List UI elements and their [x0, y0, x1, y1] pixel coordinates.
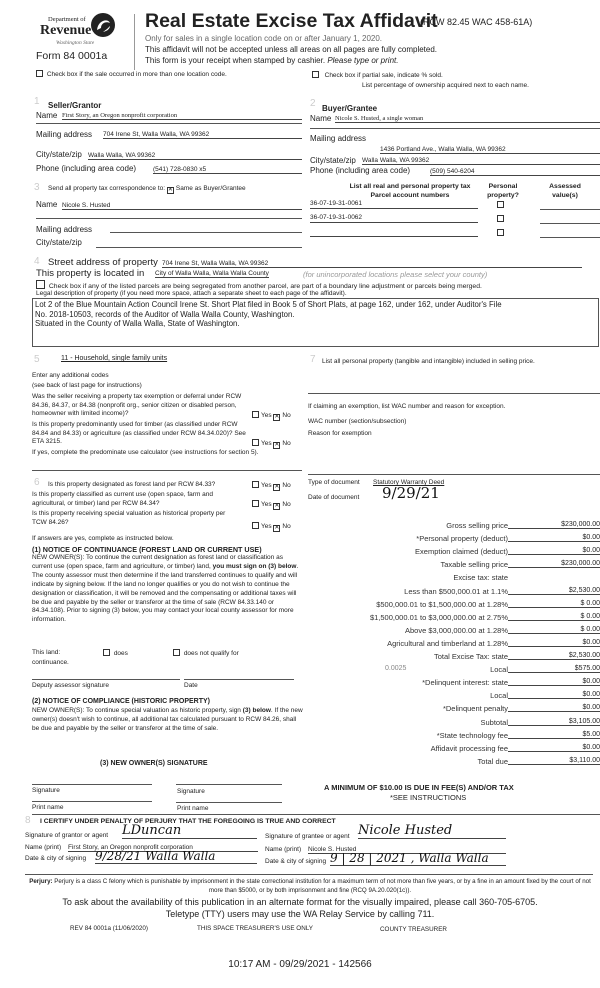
partial-sale-label: Check box if partial sale, indicate % sold.	[324, 72, 443, 79]
tax-row-label: Local	[490, 665, 508, 675]
tax-row-label: $500,000.01 to $1,500,000.00 at 1.28%	[376, 599, 508, 609]
print-name-label: Print name	[177, 805, 209, 812]
q-forest-answer[interactable]	[252, 481, 291, 491]
alt-format-notice: To ask about the availability of this publication in an alternate format for the visually impaired, please call 360-705-6705.	[62, 897, 538, 907]
grantor-sig-label: Signature of grantor or agent	[25, 832, 109, 839]
type-or-print-note: Please type or print.	[327, 56, 399, 65]
grantee-name-field[interactable]: Nicole S. Husted	[308, 846, 506, 854]
corr-city-field[interactable]	[96, 247, 302, 248]
notice-continuance-text	[32, 554, 304, 625]
this-land-label: This land:	[32, 649, 61, 656]
wac-number-label: WAC number (section/subsection)	[308, 418, 407, 425]
personal-header-1: Personal	[488, 183, 518, 190]
assessed-header-1: Assessed	[549, 183, 581, 190]
same-as-buyer-label: Same as Buyer/Grantee	[175, 185, 246, 192]
seller-name-field[interactable]: First Story, an Oregon nonprofit corporation	[62, 112, 302, 120]
yes-label: Yes	[261, 482, 272, 489]
revenue-logo-icon	[90, 12, 116, 38]
partial-sale-check[interactable]	[312, 71, 443, 79]
additional-codes-hint: (see back of last page for instructions)	[32, 382, 142, 389]
tax-row-label: Subtotal	[480, 717, 508, 727]
divider	[25, 874, 593, 875]
tty-notice: Teletype (TTY) users may use the WA Relay Service by calling 711.	[165, 909, 435, 919]
parcel-header-2: Parcel account numbers	[370, 192, 450, 199]
notice-text: . If the new owner(s) doesn't wish to continue, all additional tax calculated pursuant to RCW 84.26, shall be due and payable by the seller or transferor at the time of sale.	[32, 707, 303, 732]
deputy-signature-label: Deputy assessor signature	[32, 682, 109, 689]
section-number: 4	[34, 256, 40, 267]
does-not-label: does not qualify for	[183, 650, 239, 657]
tax-row-label: Above $3,000,000.00 at 1.28%	[404, 625, 508, 635]
doc-type-label: Type of document	[308, 479, 360, 486]
q-current-use: Is this property classified as current use (open space, farm and agricultural, or timber) land per RCW 84.34?	[32, 491, 214, 507]
no-checkbox[interactable]: ✕	[274, 484, 280, 490]
tax-row-label: Local	[490, 691, 508, 701]
tax-row-label: Excise tax: state	[453, 573, 508, 583]
header-divider	[134, 14, 135, 70]
see-instructions: *SEE INSTRUCTIONS	[390, 793, 467, 802]
notice-continuance-title: (1) NOTICE OF CONTINUANCE (FOREST LAND OR CURRENT USE)	[32, 545, 262, 554]
same-as-buyer-checkbox[interactable]: ✕	[167, 187, 173, 193]
signature-label: Signature	[177, 788, 205, 795]
section-number: 7	[310, 354, 316, 365]
additional-codes-label: Enter any additional codes	[32, 372, 109, 379]
yes-label: Yes	[261, 440, 272, 447]
divider	[308, 474, 600, 475]
minimum-notice: A MINIMUM OF $10.00 IS DUE IN FEE(S) AND/OR TAX	[324, 783, 514, 792]
notice-bold: (3) below	[242, 707, 271, 714]
yes-checkbox[interactable]	[252, 522, 259, 529]
corr-mailing-label: Mailing address	[36, 225, 93, 234]
county-treasurer: COUNTY TREASURER	[380, 926, 447, 933]
q-timber-answer[interactable]	[252, 439, 291, 449]
seller-name-label: Name	[36, 111, 58, 120]
tax-row-label: *State technology fee	[436, 730, 508, 740]
tax-row-value[interactable]: $5.00	[508, 731, 600, 739]
date-field[interactable]	[184, 679, 294, 680]
q-forest: Is this property designated as forest land per RCW 84.33?	[48, 481, 216, 488]
grantor-date-field[interactable]: 9/28/21 Walla Walla	[95, 849, 257, 864]
subtitle-2: This affidavit will not be accepted unless all areas on all pages are fully completed.	[145, 45, 438, 54]
predominate-use-note: If yes, complete the predominate use calculator (see instructions for section 5).	[32, 449, 259, 456]
tax-row-label: Exemption claimed (deduct)	[415, 547, 508, 557]
tax-row-value[interactable]: $ 0.00	[508, 613, 600, 621]
grantor-name-label: Name (print)	[25, 844, 62, 851]
tax-row-value[interactable]: $2,530.00	[508, 652, 600, 660]
logo-dept: Department of	[48, 16, 86, 23]
grantee-sig-label: Signature of grantee or agent	[265, 833, 350, 840]
divider	[32, 814, 600, 815]
parcel-number-field[interactable]	[310, 228, 478, 237]
q-historical: Is this property receiving special valuation as historical property per TCW 84.26?	[32, 510, 226, 526]
divider	[32, 470, 302, 471]
perjury-bold: Perjury:	[29, 878, 53, 885]
buyer-phone-field[interactable]: (509) 540-6204	[430, 168, 600, 176]
tax-row-value[interactable]: $0.00	[508, 547, 600, 555]
correspondence-label: Send all property tax correspondence to:	[48, 185, 166, 192]
grantee-name-label: Name (print)	[265, 846, 302, 853]
personal-property-checkbox[interactable]	[497, 201, 504, 208]
seller-heading: Seller/Grantor	[48, 101, 102, 110]
tax-row-value[interactable]: $230,000.00	[508, 521, 600, 529]
tax-row-label: Affidavit processing fee	[430, 743, 508, 753]
no-label: No	[282, 440, 291, 447]
assessed-value-field[interactable]	[540, 209, 600, 210]
tax-row-label: Agricultural and timberland at 1.28%	[387, 638, 508, 648]
q-timber: Is this property predominantly used for timber (as classified under RCW 84.84 and 84.33) or agriculture (as classified under RCW 84.34.020)? See ETA 3215.	[32, 421, 246, 446]
checkbox[interactable]	[312, 71, 319, 78]
does-check[interactable]	[103, 649, 128, 657]
yes-checkbox[interactable]	[252, 411, 259, 418]
grantee-signature[interactable]: Nicole Husted	[358, 823, 506, 839]
personal-property-label: List all personal property (tangible and intangible) included in selling price.	[322, 358, 535, 365]
tax-row-value[interactable]: $0.00	[508, 691, 600, 699]
signature-label: Signature	[32, 787, 60, 794]
street-label: Street address of property	[48, 257, 158, 268]
doc-date-field[interactable]: 9/29/21	[382, 484, 440, 502]
tax-row-label: Less than $500,000.01 at 1.1%	[404, 586, 508, 596]
notice-text: NEW OWNER(S): To continue the current designation as forest land or classification as current use (open space, farm and agriculture, or timber) land,	[32, 554, 283, 570]
buyer-mailing-field[interactable]: 1436 Portland Ave., Walla Walla, WA 99362	[380, 146, 600, 154]
local-rate: 0.0025	[385, 665, 407, 673]
does-label: does	[113, 650, 128, 657]
section-number: 5	[34, 354, 40, 365]
q-current-use-answer[interactable]	[252, 500, 291, 510]
checkbox[interactable]	[36, 70, 43, 77]
title-reference: (RCW 82.45 WAC 458-61A)	[420, 17, 533, 27]
seller-mailing-label: Mailing address	[36, 130, 93, 139]
segregated-label: Check box if any of the listed parcels are being segregated from another parcel, are part of a boundary line adjustment or parcels being merged.	[48, 283, 482, 290]
legal-label: Legal description of property (if you need more space, attach a separate sheet to each page of the affidavit).	[36, 290, 347, 297]
section-number: 1	[34, 96, 40, 107]
tax-row-value[interactable]: $0.00	[508, 744, 600, 752]
receipt-note: This form is your receipt when stamped by cashier.	[145, 56, 326, 65]
section-number: 2	[310, 98, 316, 109]
checkbox[interactable]	[36, 280, 45, 289]
section-number: 6	[34, 477, 40, 488]
claiming-exemption-label: If claiming an exemption, list WAC number and reason for exception.	[308, 403, 506, 410]
checkbox[interactable]	[103, 649, 110, 656]
section-number: 3	[34, 182, 40, 193]
yes-checkbox[interactable]	[252, 481, 259, 488]
doc-type-field[interactable]: Statutory Warranty Deed	[373, 479, 445, 486]
certify-title: I CERTIFY UNDER PENALTY OF PERJURY THAT THE FOREGOING IS TRUE AND CORRECT	[40, 818, 336, 825]
seller-phone-field[interactable]: (541) 728-0830 x5	[153, 166, 302, 174]
located-label: This property is located in	[36, 268, 145, 279]
no-checkbox[interactable]: ✕	[274, 525, 280, 531]
corr-name-label: Name	[36, 200, 58, 209]
print-name-field[interactable]	[176, 802, 282, 803]
divider	[36, 123, 302, 124]
logo-name: Revenue	[40, 23, 92, 38]
answers-note: If answers are yes, complete as instructed below.	[32, 535, 174, 542]
yes-checkbox[interactable]	[252, 500, 259, 507]
no-label: No	[282, 501, 291, 508]
tax-row-value[interactable]: $ 0.00	[508, 626, 600, 634]
tax-row-value[interactable]: $2,530.00	[508, 587, 600, 595]
seller-city-field[interactable]: Walla Walla, WA 99362	[88, 152, 302, 160]
subtitle-1: Only for sales in a single location code on or after January 1, 2020.	[145, 34, 383, 43]
tax-row-value[interactable]: $575.00	[508, 665, 600, 673]
tax-row-value[interactable]: $3,105.00	[508, 718, 600, 726]
continuance-label: continuance.	[32, 659, 69, 666]
page-title: Real Estate Excise Tax Affidavit	[145, 10, 438, 32]
grantee-date-label: Date & city of signing	[265, 858, 327, 865]
personal-header	[478, 182, 528, 200]
yes-label: Yes	[261, 501, 272, 508]
reason-label: Reason for exemption	[308, 430, 372, 437]
tax-row-value[interactable]: $0.00	[508, 534, 600, 542]
multi-location-check[interactable]	[36, 70, 227, 78]
q-exemption: Was the seller receiving a property tax exemption or deferral under RCW 84.36, 84.37, or 84.38 (nonprofit org., senior citizen or disabled person, homeowner with limited income)?	[32, 393, 242, 418]
tax-row-label: Taxable selling price	[440, 560, 508, 570]
seller-mailing-field[interactable]: 704 Irene St, Walla Walla, WA 99362	[103, 131, 302, 139]
tax-row-value[interactable]: $230,000.00	[508, 560, 600, 568]
yes-label: Yes	[261, 523, 272, 530]
form-number: Form 84 0001a	[36, 50, 108, 62]
perjury-text: Perjury is a class C felony which is punishable by imprisonment in the state correctional institution for a maximum term of not more than five years, or by a fine in an amount fixed by the court of not more than $5000, or by both imprisonment and fine (RCQ 9A.20.020(1c)).	[52, 878, 591, 894]
tax-row-label: Total Excise Tax: state	[433, 652, 508, 661]
personal-property-checkbox[interactable]	[497, 229, 504, 236]
divider	[36, 218, 302, 219]
receipt-stamp: 10:17 AM - 09/29/2021 - 142566	[228, 959, 372, 970]
grantor-signature[interactable]: LDuncan	[122, 823, 257, 839]
corr-name-field[interactable]: Nicole S. Husted	[62, 202, 302, 210]
legal-description-field[interactable]	[32, 298, 599, 347]
located-hint: (for unincorporated locations please select your county)	[303, 270, 488, 279]
notice-compliance-text	[32, 707, 304, 734]
yes-checkbox[interactable]	[252, 439, 259, 446]
tax-row-label: Gross selling price	[446, 521, 508, 530]
buyer-mailing-label: Mailing address	[310, 134, 367, 143]
parcel-number-field[interactable]: 36-07-19-31-0062	[310, 214, 478, 223]
yes-label: Yes	[261, 412, 272, 419]
correspondence-row	[48, 185, 246, 194]
tax-row-value[interactable]: $0.00	[508, 704, 600, 712]
buyer-name-label: Name	[310, 114, 332, 123]
revision: REV 84 0001a (11/06/2020)	[70, 925, 148, 932]
legal-line: Lot 2 of the Blue Mountain Action Council Irene St. Short Plat filed in Book 5 of Short Plats, at page 162, under 162, under Auditor's File	[35, 300, 502, 309]
tax-row-value[interactable]: $0.00	[508, 639, 600, 647]
legal-line: No. 2018-10503, records of the Auditor of Walla Walla County, Washington.	[35, 309, 295, 319]
no-checkbox[interactable]: ✕	[274, 503, 280, 509]
new-owner-signature-title: (3) NEW OWNER(S) SIGNATURE	[100, 760, 208, 767]
tax-row-value[interactable]: $3,110.00	[508, 757, 600, 765]
parcel-header-1: List all real and personal property tax	[349, 183, 471, 190]
does-not-check[interactable]	[173, 649, 239, 657]
located-field[interactable]: City of Walla Walla, Walla Walla County	[155, 270, 269, 277]
partial-sale-sub: List percentage of ownership acquired next to each name.	[362, 82, 529, 89]
assessed-value-field[interactable]	[540, 223, 600, 224]
tax-row-label: $1,500,000.01 to $3,000,000.00 at 2.75%	[369, 612, 508, 622]
legal-line: Situated in the County of Walla Walla, State of Washington.	[35, 319, 240, 328]
buyer-name-field[interactable]: Nicole S. Husted, a single woman	[335, 115, 600, 123]
seller-phone-label: Phone (including area code)	[36, 164, 137, 173]
buyer-city-label: City/state/zip	[310, 156, 356, 165]
buyer-city-field[interactable]: Walla Walla, WA 99362	[362, 157, 600, 165]
no-label: No	[282, 482, 291, 489]
segregated-check[interactable]	[36, 280, 482, 290]
street-field[interactable]: 704 Irene St, Walla Walla, WA 99362	[162, 260, 582, 268]
no-checkbox[interactable]: ✕	[274, 442, 280, 448]
divider	[310, 128, 600, 129]
land-use-code[interactable]: 11 - Household, single family units	[61, 355, 168, 362]
tax-row-value[interactable]: $ 0.00	[508, 600, 600, 608]
notice-text: NEW OWNER(S): To continue special valuation as historic property, sign	[32, 707, 241, 714]
grantor-name-field[interactable]: First Story, an Oregon nonprofit corporation	[68, 844, 258, 852]
personal-header-2: property?	[487, 192, 519, 199]
no-label: No	[282, 412, 291, 419]
grantee-date-field[interactable]: 9 | 28 | 2021 , Walla Walla	[330, 851, 506, 866]
assessed-value-field[interactable]	[540, 237, 600, 238]
notice-compliance-title: (2) NOTICE OF COMPLIANCE (HISTORIC PROPERTY)	[32, 698, 210, 705]
corr-city-label: City/state/zip	[36, 238, 82, 247]
subtitle-3	[145, 56, 398, 65]
tax-row-label: *Personal property (deduct)	[416, 534, 508, 544]
section-number: 8	[25, 815, 31, 826]
print-name-label: Print name	[32, 804, 64, 811]
perjury-notice	[25, 877, 595, 895]
print-name-field[interactable]	[32, 801, 152, 802]
personal-property-field[interactable]	[308, 393, 600, 394]
corr-mailing-field[interactable]	[110, 232, 302, 233]
q-exemption-answer[interactable]	[252, 411, 291, 421]
tax-row-label: *Delinquent penalty	[442, 704, 508, 714]
logo-state: Washington State	[56, 40, 95, 46]
no-checkbox[interactable]: ✕	[274, 414, 280, 420]
tax-row-label: Total due	[477, 756, 508, 766]
treasurer-space: THIS SPACE TREASURER'S USE ONLY	[197, 925, 313, 932]
grantor-date-label: Date & city of signing	[25, 855, 87, 862]
doc-date-label: Date of document	[308, 494, 360, 501]
signature-field[interactable]	[32, 784, 152, 785]
checkbox[interactable]	[173, 649, 180, 656]
tax-row-label: *Delinquent interest: state	[422, 678, 508, 688]
tax-row-value[interactable]: $0.00	[508, 678, 600, 686]
date-label: Date	[184, 682, 198, 689]
signature-field[interactable]	[176, 784, 282, 785]
deputy-signature-field[interactable]	[32, 679, 180, 680]
assessed-header	[535, 182, 595, 200]
seller-city-label: City/state/zip	[36, 150, 82, 159]
personal-property-checkbox[interactable]	[497, 215, 504, 222]
q-historical-answer[interactable]	[252, 522, 291, 532]
parcel-number-field[interactable]: 36-07-19-31-0061	[310, 200, 478, 209]
buyer-heading: Buyer/Grantee	[322, 104, 378, 113]
notice-text: . The county assessor must then determine if the land transferred continues to qualify and will indicate by signing below. If the land no longer qualifies or you do not wish to continue the designation or classification, it will be removed and the compensating or additional taxes will be due and payable by the seller or transferor at the time of sale (RCW 84.33.140 or 84.34.108). Prior to signing (3) below, you may contact your local county assessor for more information.	[32, 562, 299, 624]
no-label: No	[282, 523, 291, 530]
parcel-header	[330, 182, 490, 200]
notice-bold: you must sign on (3) below	[212, 562, 297, 570]
multi-location-label: Check box if the sale occurred in more than one location code.	[46, 71, 227, 78]
buyer-phone-label: Phone (including area code)	[310, 166, 411, 175]
assessed-header-2: value(s)	[552, 192, 578, 199]
